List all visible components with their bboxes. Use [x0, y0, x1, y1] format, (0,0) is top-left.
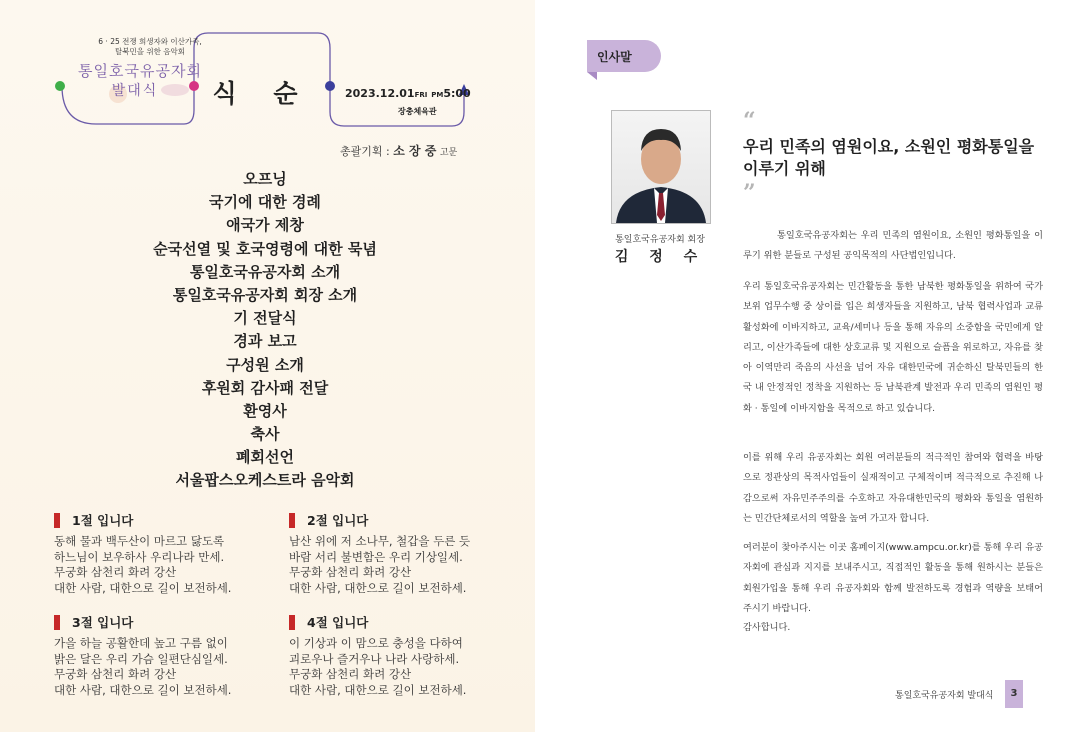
greeting-paragraph: 우리 통일호국유공자회는 민간활동을 통한 남북한 평화통일을 위하여 국가 보위 업무수행 중 상이를 입은 희생자들을 지원하고, 남북 협력사업과 교류 활성화에 이바지하고, 교육/세미나 등을 통해 자유의 소중함을 국민에게 알리고, 이산가족들에 대한 상호교류 및 지원으로 슬픔을 위로하고, 자유를 찾아 이역만리 죽음의 사선을 넘어 자유 대한민국에 귀순하신 탈북민들의 한국 내 안정적인 정착을 지원하는 등 남북관계 발전과 우리 민족의 염원인 평화 · 통일에 이바지함을 목적으로 하고 있습니다.	[743, 281, 1043, 414]
verse-line: 대한 사람, 대한으로 길이 보전하세.	[54, 682, 232, 697]
program-item: 순국선열 및 호국영령에 대한 묵념	[153, 239, 377, 258]
section-tab-label: 인사말	[597, 50, 632, 64]
verse-title-row	[289, 613, 519, 631]
program-item: 통일호국유공자회 소개	[189, 262, 341, 281]
footer-text: 통일호국유공자회 발대식	[895, 691, 994, 701]
page-title: 식 순	[212, 79, 312, 108]
verse-line: 무궁화 삼천리 화려 강산	[54, 667, 177, 681]
planner-title: 고문	[439, 148, 458, 158]
quote-open-icon: “	[743, 108, 756, 134]
planner-label: 총괄기획 :	[340, 145, 390, 158]
verse-title: 2절 입니다	[307, 513, 369, 528]
verse-line: 무궁화 삼천리 화려 강산	[289, 667, 412, 681]
greeting-headline: 우리 민족의 염원이요, 소원인 평화통일을 이루기 위해	[743, 137, 1035, 178]
logo-subtitle-line-1: 6 · 25 전쟁 희생자와 이산가족,	[98, 37, 202, 46]
greeting-paragraph: 여러분이 찾아주시는 이곳 홈페이지(www.ampcu.or.kr)를 통해 우리 유공자회에 관심과 지지를 보내주시고, 직접적인 활동을 통해 원하시는 분들은 회원가입을 통해 우리 유공자회와 함께 발전하도록 경험과 역량을 보태어 주시기 바랍니다.	[743, 542, 1043, 614]
verse-title-row	[54, 511, 284, 529]
portrait-illustration-icon	[612, 111, 710, 223]
program-item: 후원회 감사패 전달	[201, 378, 329, 397]
logo-title: 통일호국유공자회	[78, 62, 202, 80]
verse-line: 바람 서리 불변함은 우리 기상일세.	[289, 549, 463, 564]
greeting-paragraph: 이를 위해 우리 유공자회는 회원 여러분들의 적극적인 참여와 협력을 바탕으로 정관상의 목적사업들이 실재적이고 구체적이며 적극적으로 추진해 나감으로써 자유민주주의를 수호하고 자유대한민국의 평화와 통일을 염원하는 민간단체로서의 역할을 높여 가고자 합니다.	[743, 452, 1043, 524]
event-venue: 장충체육관	[398, 107, 437, 116]
verse-line: 대한 사람, 대한으로 길이 보전하세.	[289, 580, 467, 595]
verse-title: 3절 입니다	[72, 615, 134, 630]
red-bar-icon	[289, 513, 295, 528]
verse-title-row	[289, 511, 519, 529]
verse-line: 동해 물과 백두산이 마르고 닳도록	[54, 534, 225, 548]
verse-line: 무궁화 삼천리 화려 강산	[289, 565, 412, 579]
verse-line: 가을 하늘 공활한데 높고 구름 없이	[54, 636, 228, 650]
red-bar-icon	[54, 615, 60, 630]
verse-title: 4절 입니다	[307, 615, 369, 630]
verse-line: 이 기상과 이 맘으로 충성을 다하여	[289, 636, 463, 650]
event-date: 2023.12.01	[345, 87, 415, 100]
program-item: 통일호국유공자회 회장 소개	[172, 285, 358, 304]
program-item: 경과 보고	[233, 332, 297, 351]
verse-2	[289, 511, 519, 596]
red-bar-icon	[289, 615, 295, 630]
event-day: FRI	[414, 91, 428, 99]
logo-subtitle	[80, 37, 220, 57]
program-item: 서울팝스오케스트라 음악회	[175, 471, 355, 490]
program-item: 축사	[250, 425, 280, 444]
verse-3	[54, 613, 284, 698]
program-list	[140, 168, 390, 493]
verse-line: 무궁화 삼천리 화려 강산	[54, 565, 177, 579]
verse-title-row	[54, 613, 284, 631]
verse-4	[289, 613, 519, 698]
event-time: 5:00	[443, 87, 471, 100]
page-number: 3	[1005, 680, 1023, 708]
greeting-paragraph: 통일호국유공자회는 우리 민족의 염원이요, 소원인 평화통일을 이루기 위한 분들로 구성된 공익목적의 사단법인입니다.	[743, 230, 1043, 262]
program-item: 기 전달식	[233, 309, 297, 328]
navy-dot-icon	[325, 81, 335, 91]
verse-line: 대한 사람, 대한으로 길이 보전하세.	[289, 682, 467, 697]
verse-title: 1절 입니다	[72, 513, 134, 528]
program-item: 오프닝	[243, 170, 287, 188]
verse-line: 하느님이 보우하사 우리나라 만세.	[54, 549, 225, 564]
event-pm: PM	[431, 91, 444, 99]
logo-subtitle-bottom: 발대식	[111, 83, 159, 99]
portrait-photo	[611, 110, 711, 224]
right-page	[535, 0, 1070, 732]
planner-credit	[340, 142, 457, 159]
verse-line: 괴로우나 즐거우나 나라 사랑하세.	[289, 651, 460, 666]
event-datetime	[345, 87, 471, 100]
program-item: 폐회선언	[236, 448, 294, 467]
program-item: 환영사	[243, 401, 287, 420]
program-item: 구성원 소개	[226, 355, 304, 374]
greeting-closing: 감사합니다.	[743, 622, 791, 633]
caption-role: 통일호국유공자회 회장	[615, 235, 705, 245]
program-item: 국기에 대한 경례	[209, 193, 321, 212]
red-bar-icon	[54, 513, 60, 528]
verse-1	[54, 511, 284, 596]
verse-line: 밝은 달은 우리 가슴 일편단심일세.	[54, 651, 228, 666]
caption-name: 김 정 수	[614, 249, 706, 265]
program-item: 애국가 제창	[226, 216, 304, 235]
tab-tail-icon	[587, 72, 597, 80]
planner-name: 소 장 중	[393, 144, 437, 158]
logo-subtitle-line-2: 탈북민을 위한 음악회	[115, 47, 185, 56]
verse-line: 대한 사람, 대한으로 길이 보전하세.	[54, 580, 232, 595]
quote-close-icon: ”	[743, 180, 756, 206]
verse-line: 남산 위에 저 소나무, 철갑을 두른 듯	[289, 534, 471, 548]
